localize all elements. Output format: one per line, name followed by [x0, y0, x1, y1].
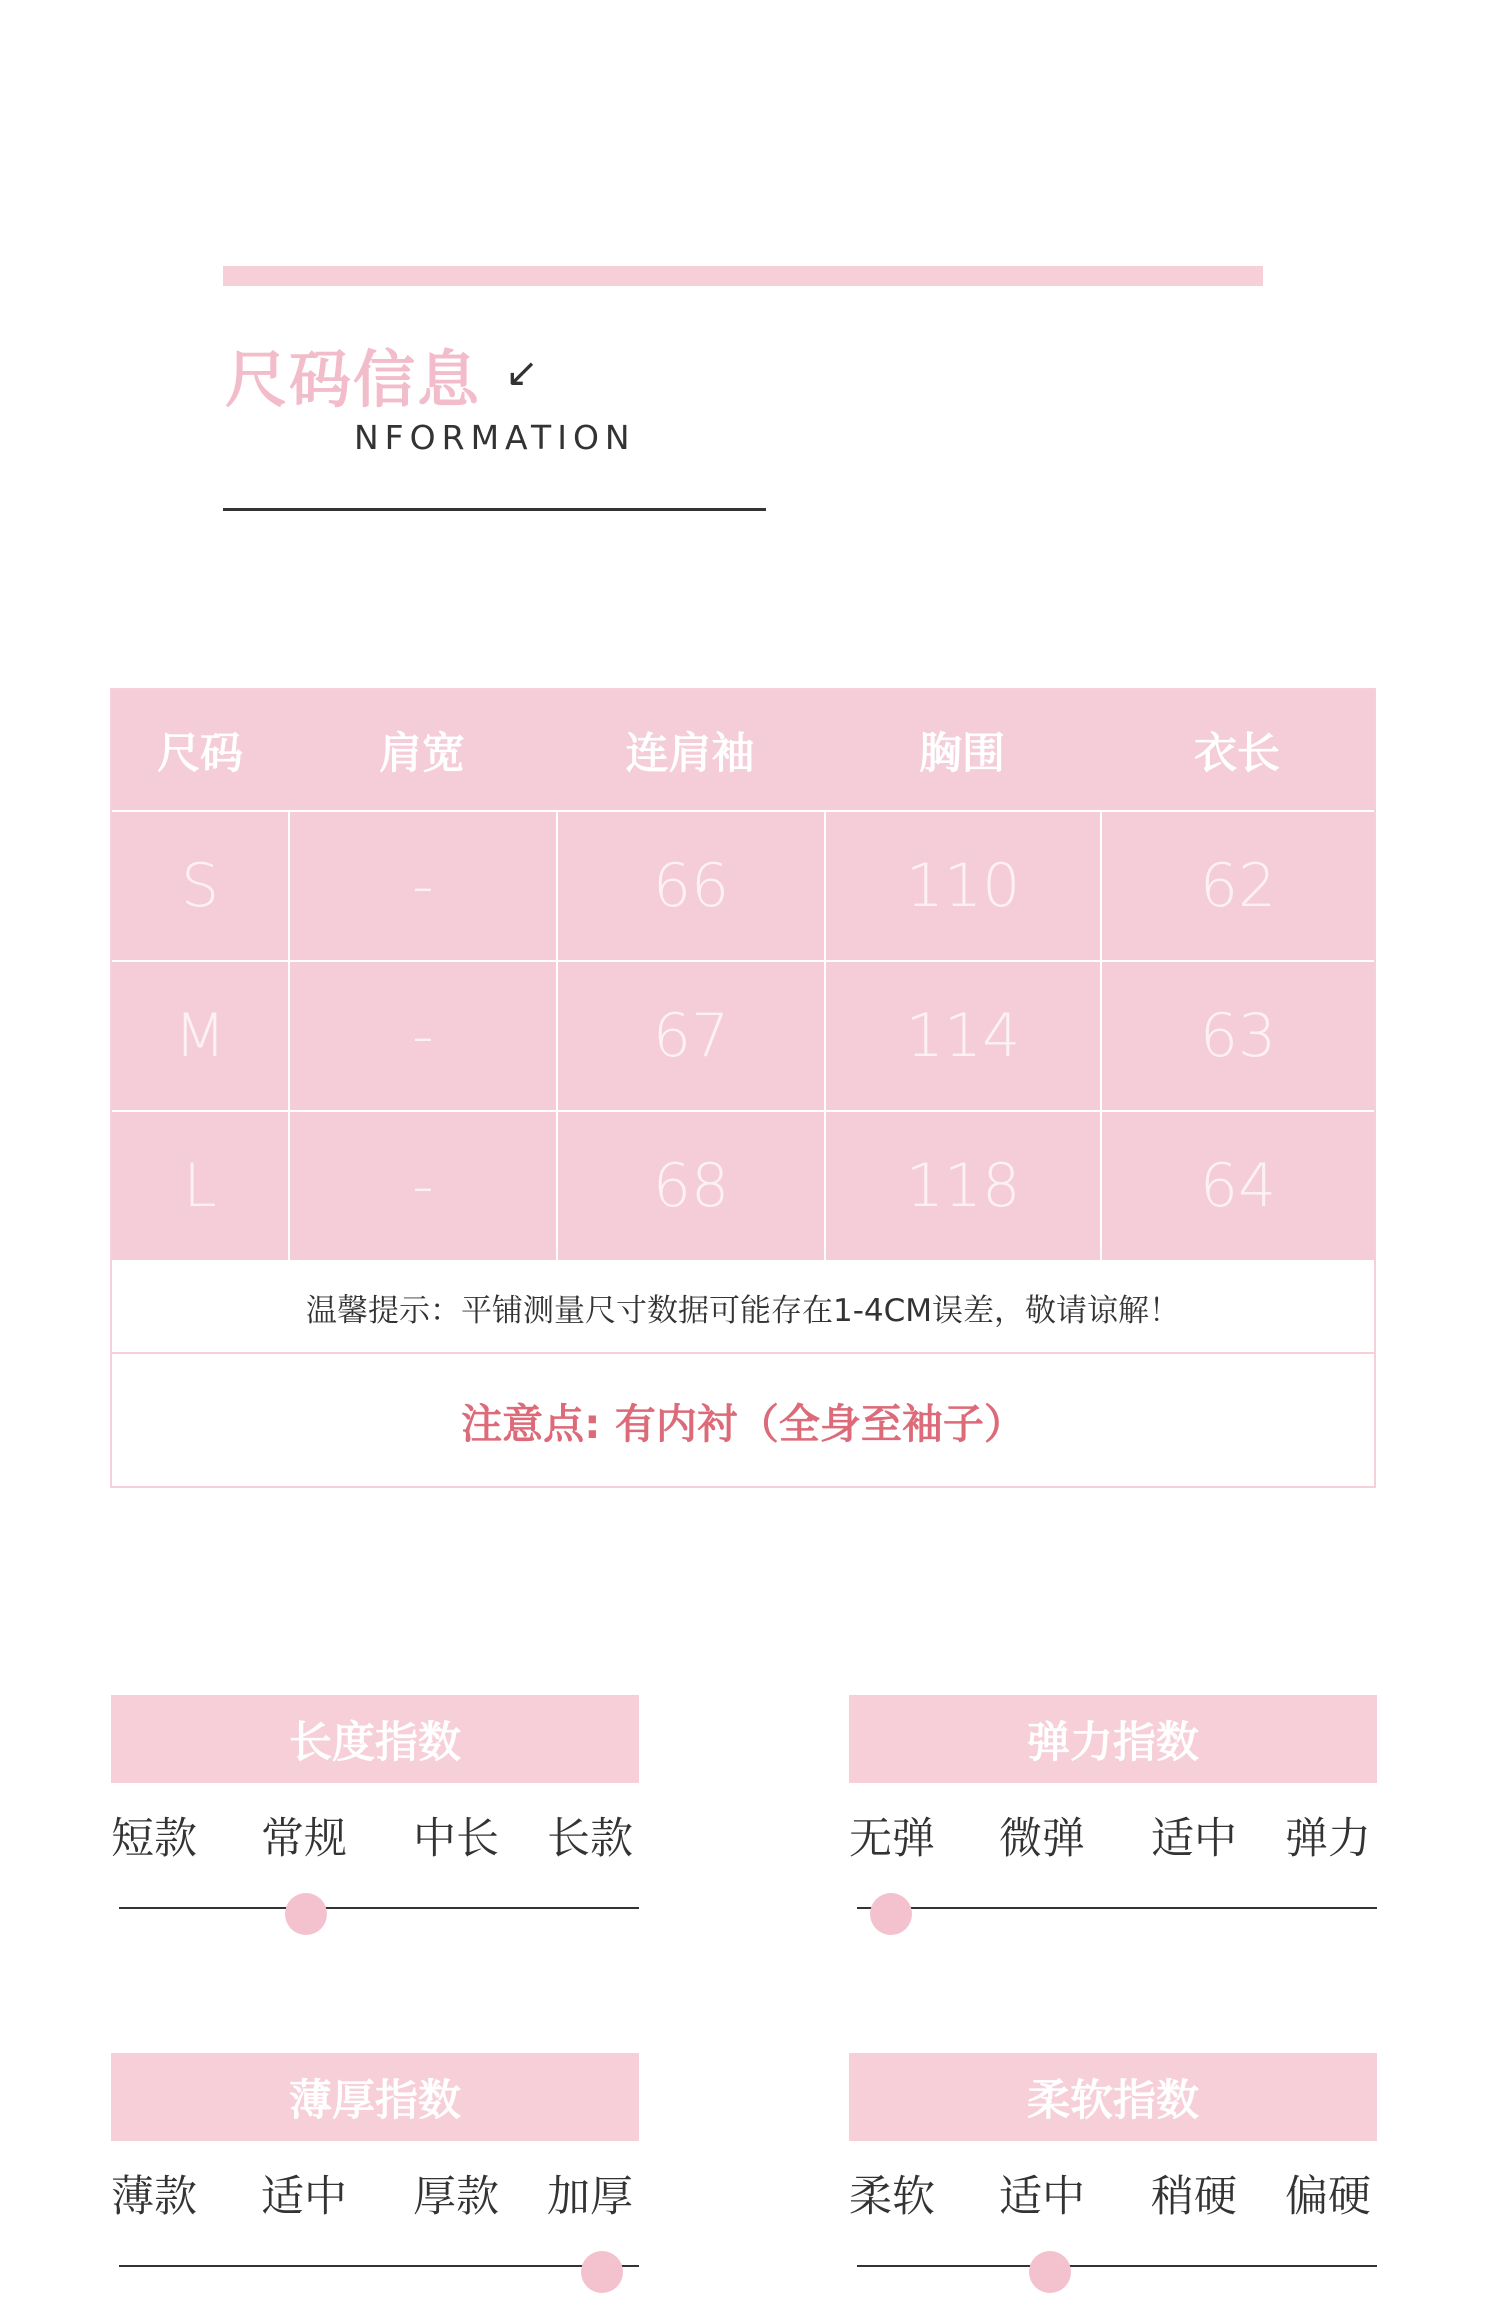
index-option: 稍硬 [1151, 2172, 1237, 2222]
index-title: 薄厚指数 [111, 2053, 639, 2141]
index-option: 加厚 [547, 2172, 633, 2222]
table-cell: - [288, 812, 556, 960]
length-index [111, 1695, 639, 1923]
elasticity-index [849, 1695, 1377, 1923]
index-option: 无弹 [849, 1814, 935, 1864]
index-option: 柔软 [849, 2172, 935, 2222]
table-cell: - [288, 1112, 556, 1260]
section-title: 尺码信息 [225, 343, 482, 416]
table-cell: L [183, 1151, 217, 1221]
table-cell: M [174, 1001, 226, 1071]
header-bust: 胸围 [919, 728, 1005, 779]
table-cell: 67 [556, 962, 824, 1110]
index-option: 中长 [413, 1814, 499, 1864]
index-options [849, 2141, 1377, 2251]
header-length: 衣长 [1194, 728, 1280, 779]
index-option: 偏硬 [1285, 2172, 1371, 2222]
section-subtitle: NFORMATION [354, 418, 636, 457]
table-cell: 118 [824, 1112, 1100, 1260]
top-decor-bar [223, 266, 1263, 286]
index-options [111, 2141, 639, 2251]
arrow-down-left-icon: ↙ [505, 350, 539, 396]
table-cell: 66 [556, 812, 824, 960]
index-title: 长度指数 [111, 1695, 639, 1783]
scale-marker [285, 1893, 327, 1935]
scale-marker [870, 1893, 912, 1935]
title-underline [223, 508, 766, 511]
softness-index [849, 2053, 1377, 2281]
table-cell: 63 [1100, 962, 1374, 1110]
scale-marker [1029, 2251, 1071, 2293]
table-cell: - [288, 962, 556, 1110]
index-scale [849, 2251, 1377, 2281]
index-title: 弹力指数 [849, 1695, 1377, 1783]
header-shoulder: 肩宽 [379, 728, 465, 779]
index-option: 微弹 [999, 1814, 1085, 1864]
index-scale [111, 2251, 639, 2281]
index-option: 短款 [111, 1814, 197, 1864]
index-option: 薄款 [111, 2172, 197, 2222]
index-option: 适中 [999, 2172, 1085, 2222]
scale-line [857, 1907, 1377, 1909]
scale-line [857, 2265, 1377, 2267]
size-table [110, 688, 1376, 1488]
index-option: 厚款 [413, 2172, 499, 2222]
table-cell: 110 [824, 812, 1100, 960]
index-options [849, 1783, 1377, 1893]
index-option: 适中 [1151, 1814, 1237, 1864]
table-cell: 62 [1100, 812, 1374, 960]
index-option: 适中 [261, 2172, 347, 2222]
index-options [111, 1783, 639, 1893]
scale-line [119, 1907, 639, 1909]
index-scale [849, 1893, 1377, 1923]
header-sleeve: 连肩袖 [625, 728, 755, 779]
scale-marker [581, 2251, 623, 2293]
table-row [112, 960, 1374, 1110]
table-cell: S [180, 851, 220, 921]
index-option: 长款 [547, 1814, 633, 1864]
table-cell: 68 [556, 1112, 824, 1260]
index-title: 柔软指数 [849, 2053, 1377, 2141]
header-size: 尺码 [157, 728, 243, 779]
table-row [112, 810, 1374, 960]
scale-line [119, 2265, 639, 2267]
table-cell: 114 [824, 962, 1100, 1110]
table-cell: 64 [1100, 1112, 1374, 1260]
index-option: 常规 [261, 1814, 347, 1864]
size-table-header [112, 690, 1374, 810]
index-scale [111, 1893, 639, 1923]
index-option: 弹力 [1285, 1814, 1371, 1864]
measurement-tip: 温馨提示：平铺测量尺寸数据可能存在1-4CM误差，敬请谅解！ [112, 1260, 1374, 1352]
table-row [112, 1110, 1374, 1260]
thickness-index [111, 2053, 639, 2281]
lining-note: 注意点: 有内衬（全身至袖子） [112, 1352, 1374, 1486]
